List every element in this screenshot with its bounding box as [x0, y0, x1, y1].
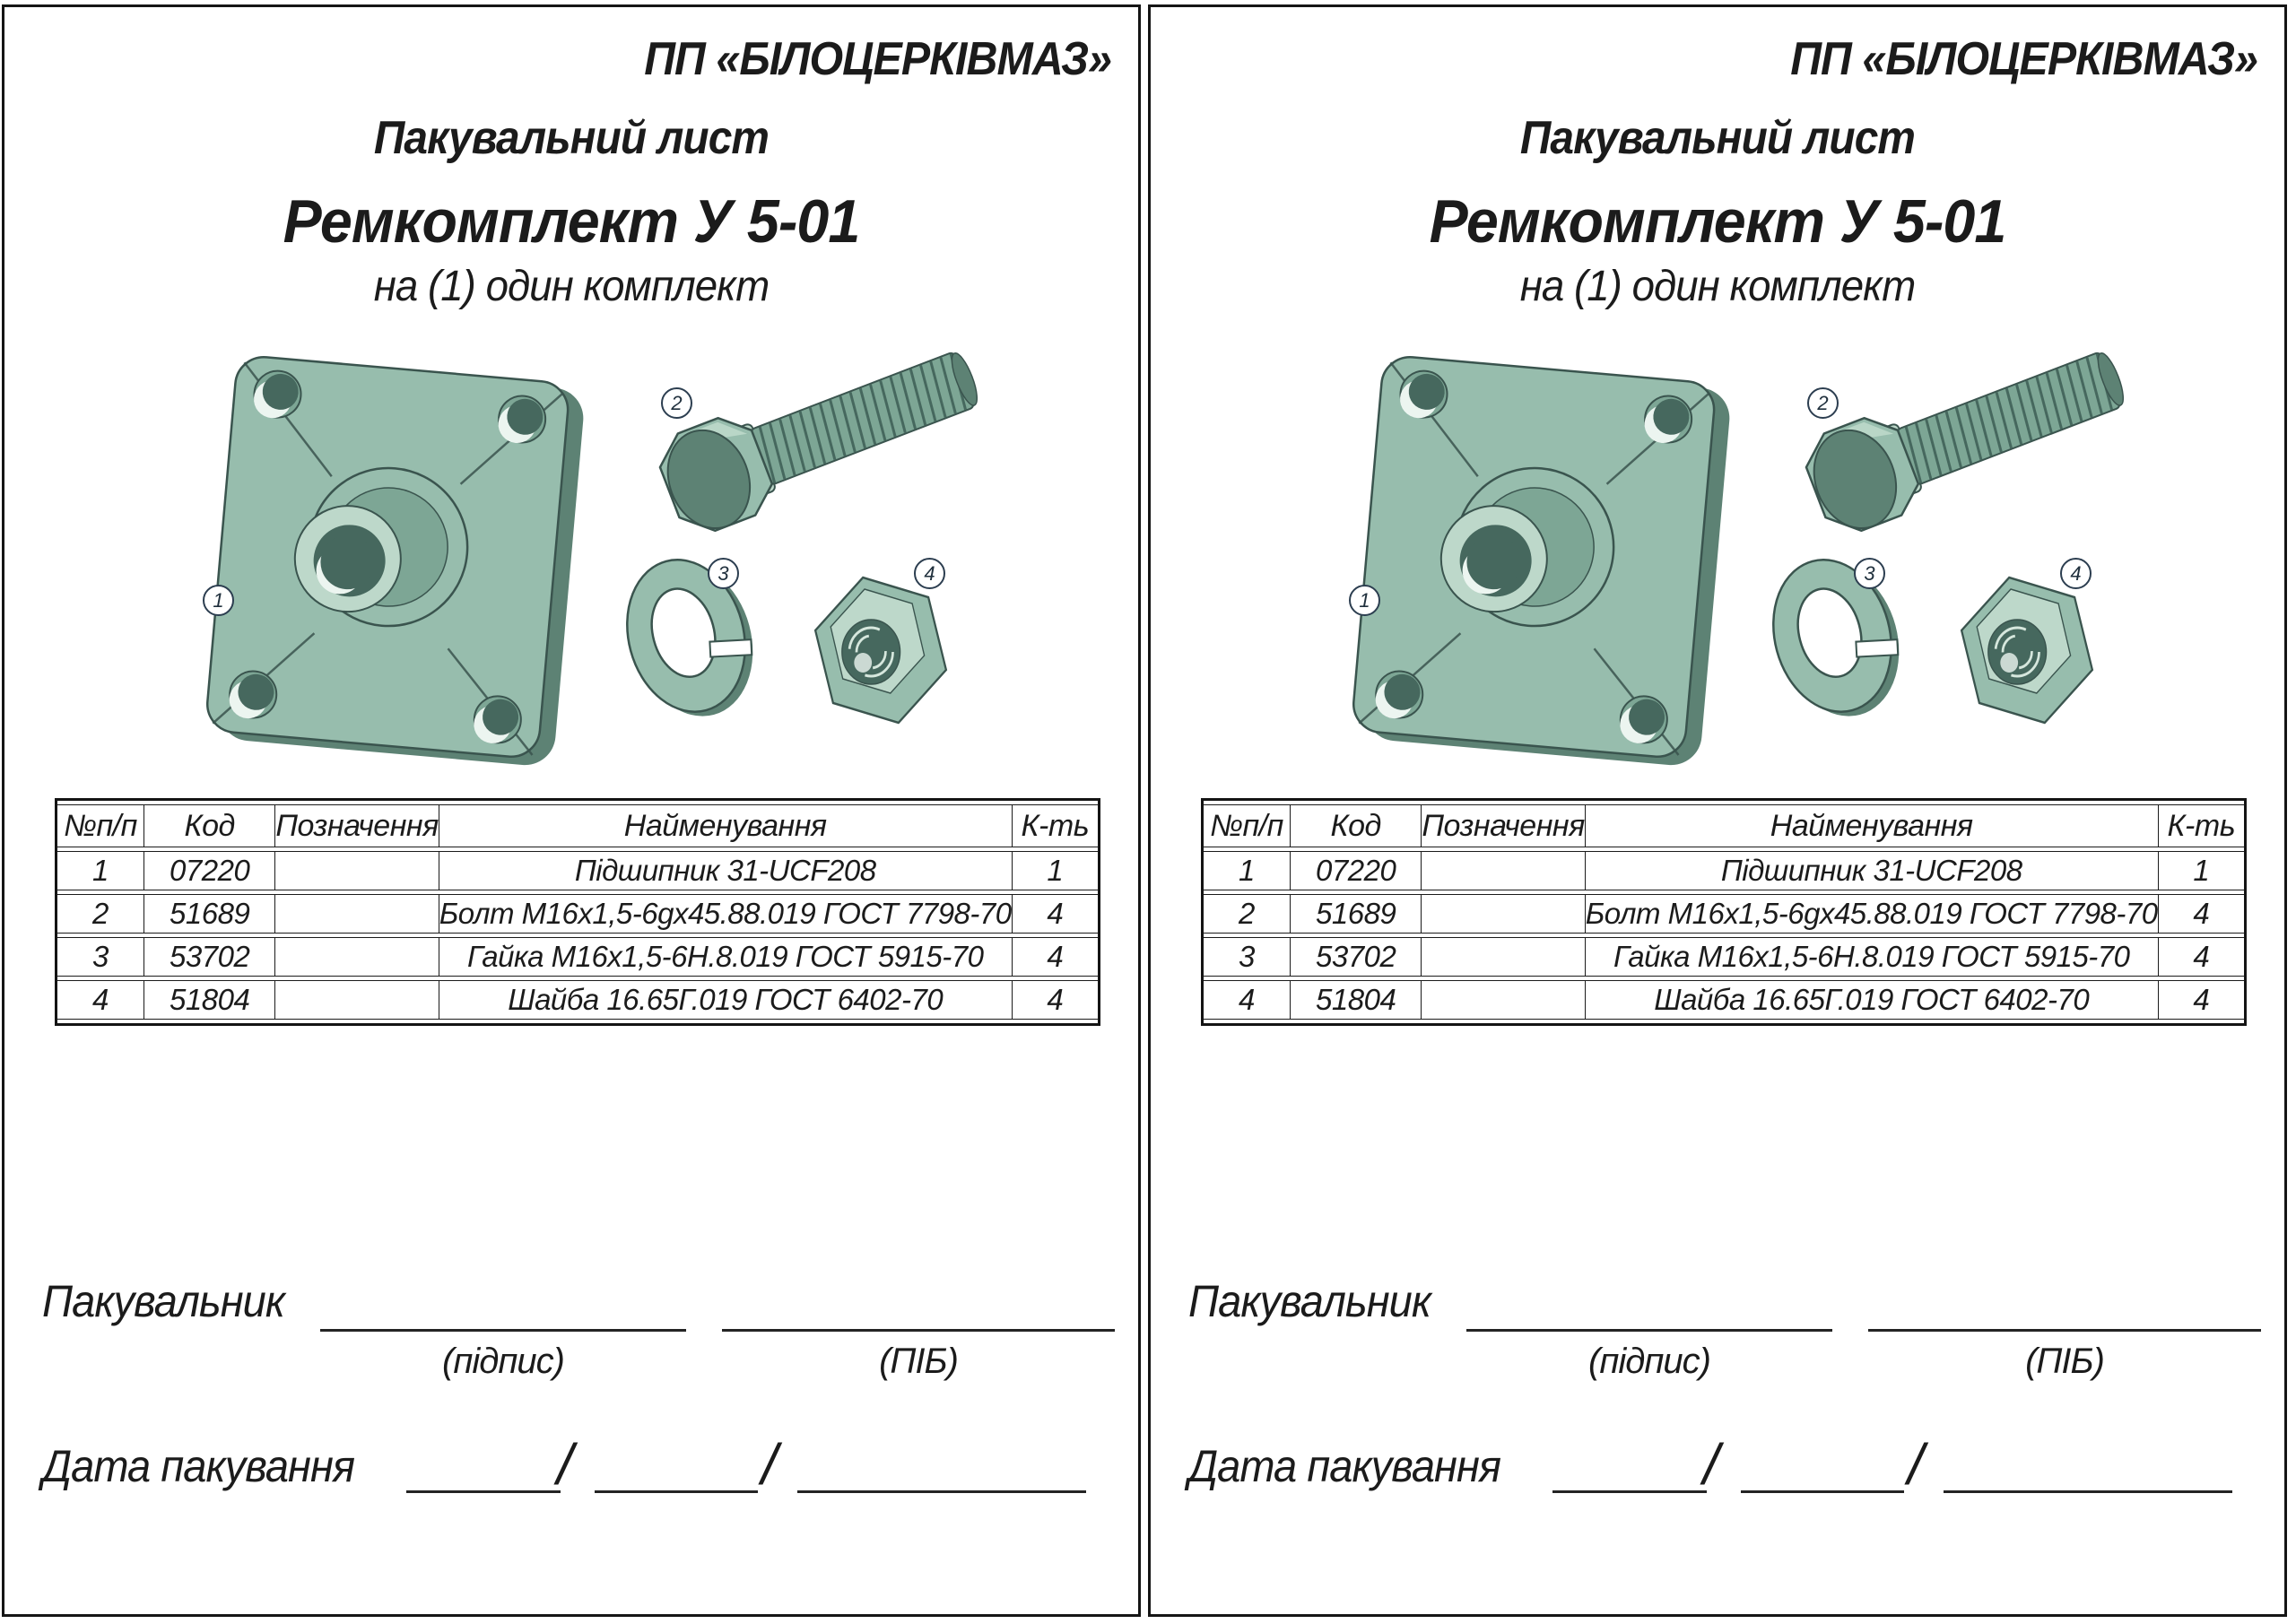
cell-qty: 4 — [2158, 937, 2244, 977]
kit-subtitle: на (1) один комплект — [373, 263, 770, 310]
parts-figure — [58, 341, 1045, 771]
balloon-2-number: 2 — [671, 391, 683, 414]
packer-name-line — [1868, 1329, 2261, 1332]
packing-sheet — [2, 4, 1141, 1617]
hex-nut-drawing — [1961, 578, 2092, 723]
cell-designation — [274, 894, 438, 934]
parts-table — [55, 798, 1100, 1026]
date-month-line — [1741, 1490, 1904, 1493]
company-name: ПП «БІЛОЦЕРКІВМАЗ» — [1790, 33, 2257, 85]
company-name: ПП «БІЛОЦЕРКІВМАЗ» — [644, 33, 1111, 85]
table-row — [1204, 851, 2244, 890]
date-separator: / — [1703, 1432, 1719, 1497]
spring-washer-drawing — [611, 545, 770, 732]
flange-bearing-unit-drawing — [204, 355, 587, 768]
cell-designation — [1421, 937, 1584, 977]
packer-name-line — [722, 1329, 1115, 1332]
cell-code: 51689 — [1290, 894, 1421, 934]
col-header-qty: К-ть — [1012, 804, 1098, 847]
date-separator: / — [557, 1432, 573, 1497]
date-year-line — [797, 1490, 1086, 1493]
cell-name: Болт М16х1,5-6gх45.88.019 ГОСТ 7798-70 — [439, 894, 1012, 934]
cell-name: Підшипник 31-UCF208 — [1585, 851, 2158, 890]
packing-date-label: Дата пакування — [1188, 1441, 1501, 1491]
table-row — [1204, 894, 2244, 934]
packing-date-label: Дата пакування — [42, 1441, 355, 1491]
cell-name: Підшипник 31-UCF208 — [439, 851, 1012, 890]
balloon-1 — [203, 585, 234, 616]
cell-num: 3 — [57, 937, 144, 977]
cell-qty: 4 — [1012, 980, 1098, 1020]
packer-signature-line — [1466, 1329, 1832, 1332]
col-header-name: Найменування — [439, 804, 1012, 847]
cell-num: 4 — [57, 980, 144, 1020]
date-month-line — [595, 1490, 758, 1493]
cell-code: 51804 — [1290, 980, 1421, 1020]
cell-designation — [1421, 851, 1584, 890]
kit-title: Ремкомплект У 5-01 — [283, 187, 860, 256]
balloon-3-number: 3 — [1864, 561, 1875, 585]
hex-nut-drawing — [815, 578, 946, 723]
cell-name: Гайка М16х1,5-6Н.8.019 ГОСТ 5915-70 — [1585, 937, 2158, 977]
date-day-line — [1552, 1490, 1707, 1493]
table-row — [57, 851, 1098, 890]
table-header-row — [1204, 804, 2244, 847]
balloon-3 — [1854, 558, 1885, 589]
balloon-2 — [661, 387, 692, 419]
balloon-1-number: 1 — [213, 588, 224, 612]
col-header-designation: Позначення — [274, 804, 438, 847]
col-header-designation: Позначення — [1421, 804, 1584, 847]
cell-num: 1 — [1204, 851, 1290, 890]
cell-name: Болт М16х1,5-6gх45.88.019 ГОСТ 7798-70 — [1585, 894, 2158, 934]
balloon-4-number: 4 — [2070, 561, 2082, 585]
kit-subtitle: на (1) один комплект — [1519, 263, 1916, 310]
cell-num: 2 — [57, 894, 144, 934]
cell-code: 51689 — [144, 894, 274, 934]
table-row — [1204, 980, 2244, 1020]
cell-designation — [274, 851, 438, 890]
parts-figure — [1205, 341, 2191, 771]
table-header-row — [57, 804, 1098, 847]
date-separator: / — [761, 1432, 778, 1497]
cell-designation — [274, 937, 438, 977]
balloon-4-number: 4 — [924, 561, 935, 585]
balloon-1-number: 1 — [1359, 588, 1370, 612]
document-title: Пакувальний лист — [373, 112, 770, 164]
parts-table — [1201, 798, 2247, 1026]
cell-num: 2 — [1204, 894, 1290, 934]
title-block — [1151, 111, 2284, 311]
parts-illustration-svg — [1205, 341, 2191, 771]
balloon-3 — [708, 558, 739, 589]
cell-qty: 1 — [1012, 851, 1098, 890]
cell-qty: 4 — [1012, 894, 1098, 934]
cell-name: Шайба 16.65Г.019 ГОСТ 6402-70 — [439, 980, 1012, 1020]
date-day-line — [406, 1490, 561, 1493]
table-row — [57, 937, 1098, 977]
name-caption: (ПІБ) — [2025, 1342, 2104, 1381]
date-year-line — [1944, 1490, 2232, 1493]
cell-code: 51804 — [144, 980, 274, 1020]
balloon-4 — [914, 558, 945, 589]
col-header-code: Код — [1290, 804, 1421, 847]
balloon-3-number: 3 — [718, 561, 729, 585]
balloon-4 — [2060, 558, 2092, 589]
date-separator: / — [1908, 1432, 1924, 1497]
table-row — [1204, 937, 2244, 977]
col-header-qty: К-ть — [2158, 804, 2244, 847]
table-row — [57, 980, 1098, 1020]
flange-bearing-unit-drawing — [1351, 355, 1733, 768]
cell-designation — [274, 980, 438, 1020]
cell-qty: 4 — [2158, 980, 2244, 1020]
cell-code: 07220 — [144, 851, 274, 890]
title-block — [4, 111, 1138, 311]
cell-code: 53702 — [1290, 937, 1421, 977]
cell-qty: 4 — [1012, 937, 1098, 977]
packer-signature-line — [320, 1329, 686, 1332]
cell-designation — [1421, 980, 1584, 1020]
cell-code: 53702 — [144, 937, 274, 977]
signature-caption: (підпис) — [1588, 1342, 1710, 1381]
cell-num: 1 — [57, 851, 144, 890]
table-row — [57, 894, 1098, 934]
name-caption: (ПІБ) — [879, 1342, 958, 1381]
spring-washer-drawing — [1757, 545, 1916, 732]
balloon-2 — [1807, 387, 1839, 419]
cell-qty: 1 — [2158, 851, 2244, 890]
col-header-name: Найменування — [1585, 804, 2158, 847]
cell-num: 3 — [1204, 937, 1290, 977]
parts-illustration-svg — [58, 341, 1045, 771]
col-header-num: №п/п — [57, 804, 144, 847]
signature-caption: (підпис) — [442, 1342, 564, 1381]
cell-designation — [1421, 894, 1584, 934]
col-header-code: Код — [144, 804, 274, 847]
document-title: Пакувальний лист — [1519, 112, 1916, 164]
bolt-drawing — [1797, 341, 2137, 541]
bolt-drawing — [651, 341, 991, 541]
packer-label: Пакувальник — [1188, 1276, 1431, 1326]
cell-name: Шайба 16.65Г.019 ГОСТ 6402-70 — [1585, 980, 2158, 1020]
balloon-1 — [1349, 585, 1380, 616]
packing-sheet — [1148, 4, 2287, 1617]
cell-num: 4 — [1204, 980, 1290, 1020]
cell-qty: 4 — [2158, 894, 2244, 934]
cell-name: Гайка М16х1,5-6Н.8.019 ГОСТ 5915-70 — [439, 937, 1012, 977]
col-header-num: №п/п — [1204, 804, 1290, 847]
packer-label: Пакувальник — [42, 1276, 285, 1326]
kit-title: Ремкомплект У 5-01 — [1429, 187, 2006, 256]
balloon-2-number: 2 — [1817, 391, 1829, 414]
cell-code: 07220 — [1290, 851, 1421, 890]
